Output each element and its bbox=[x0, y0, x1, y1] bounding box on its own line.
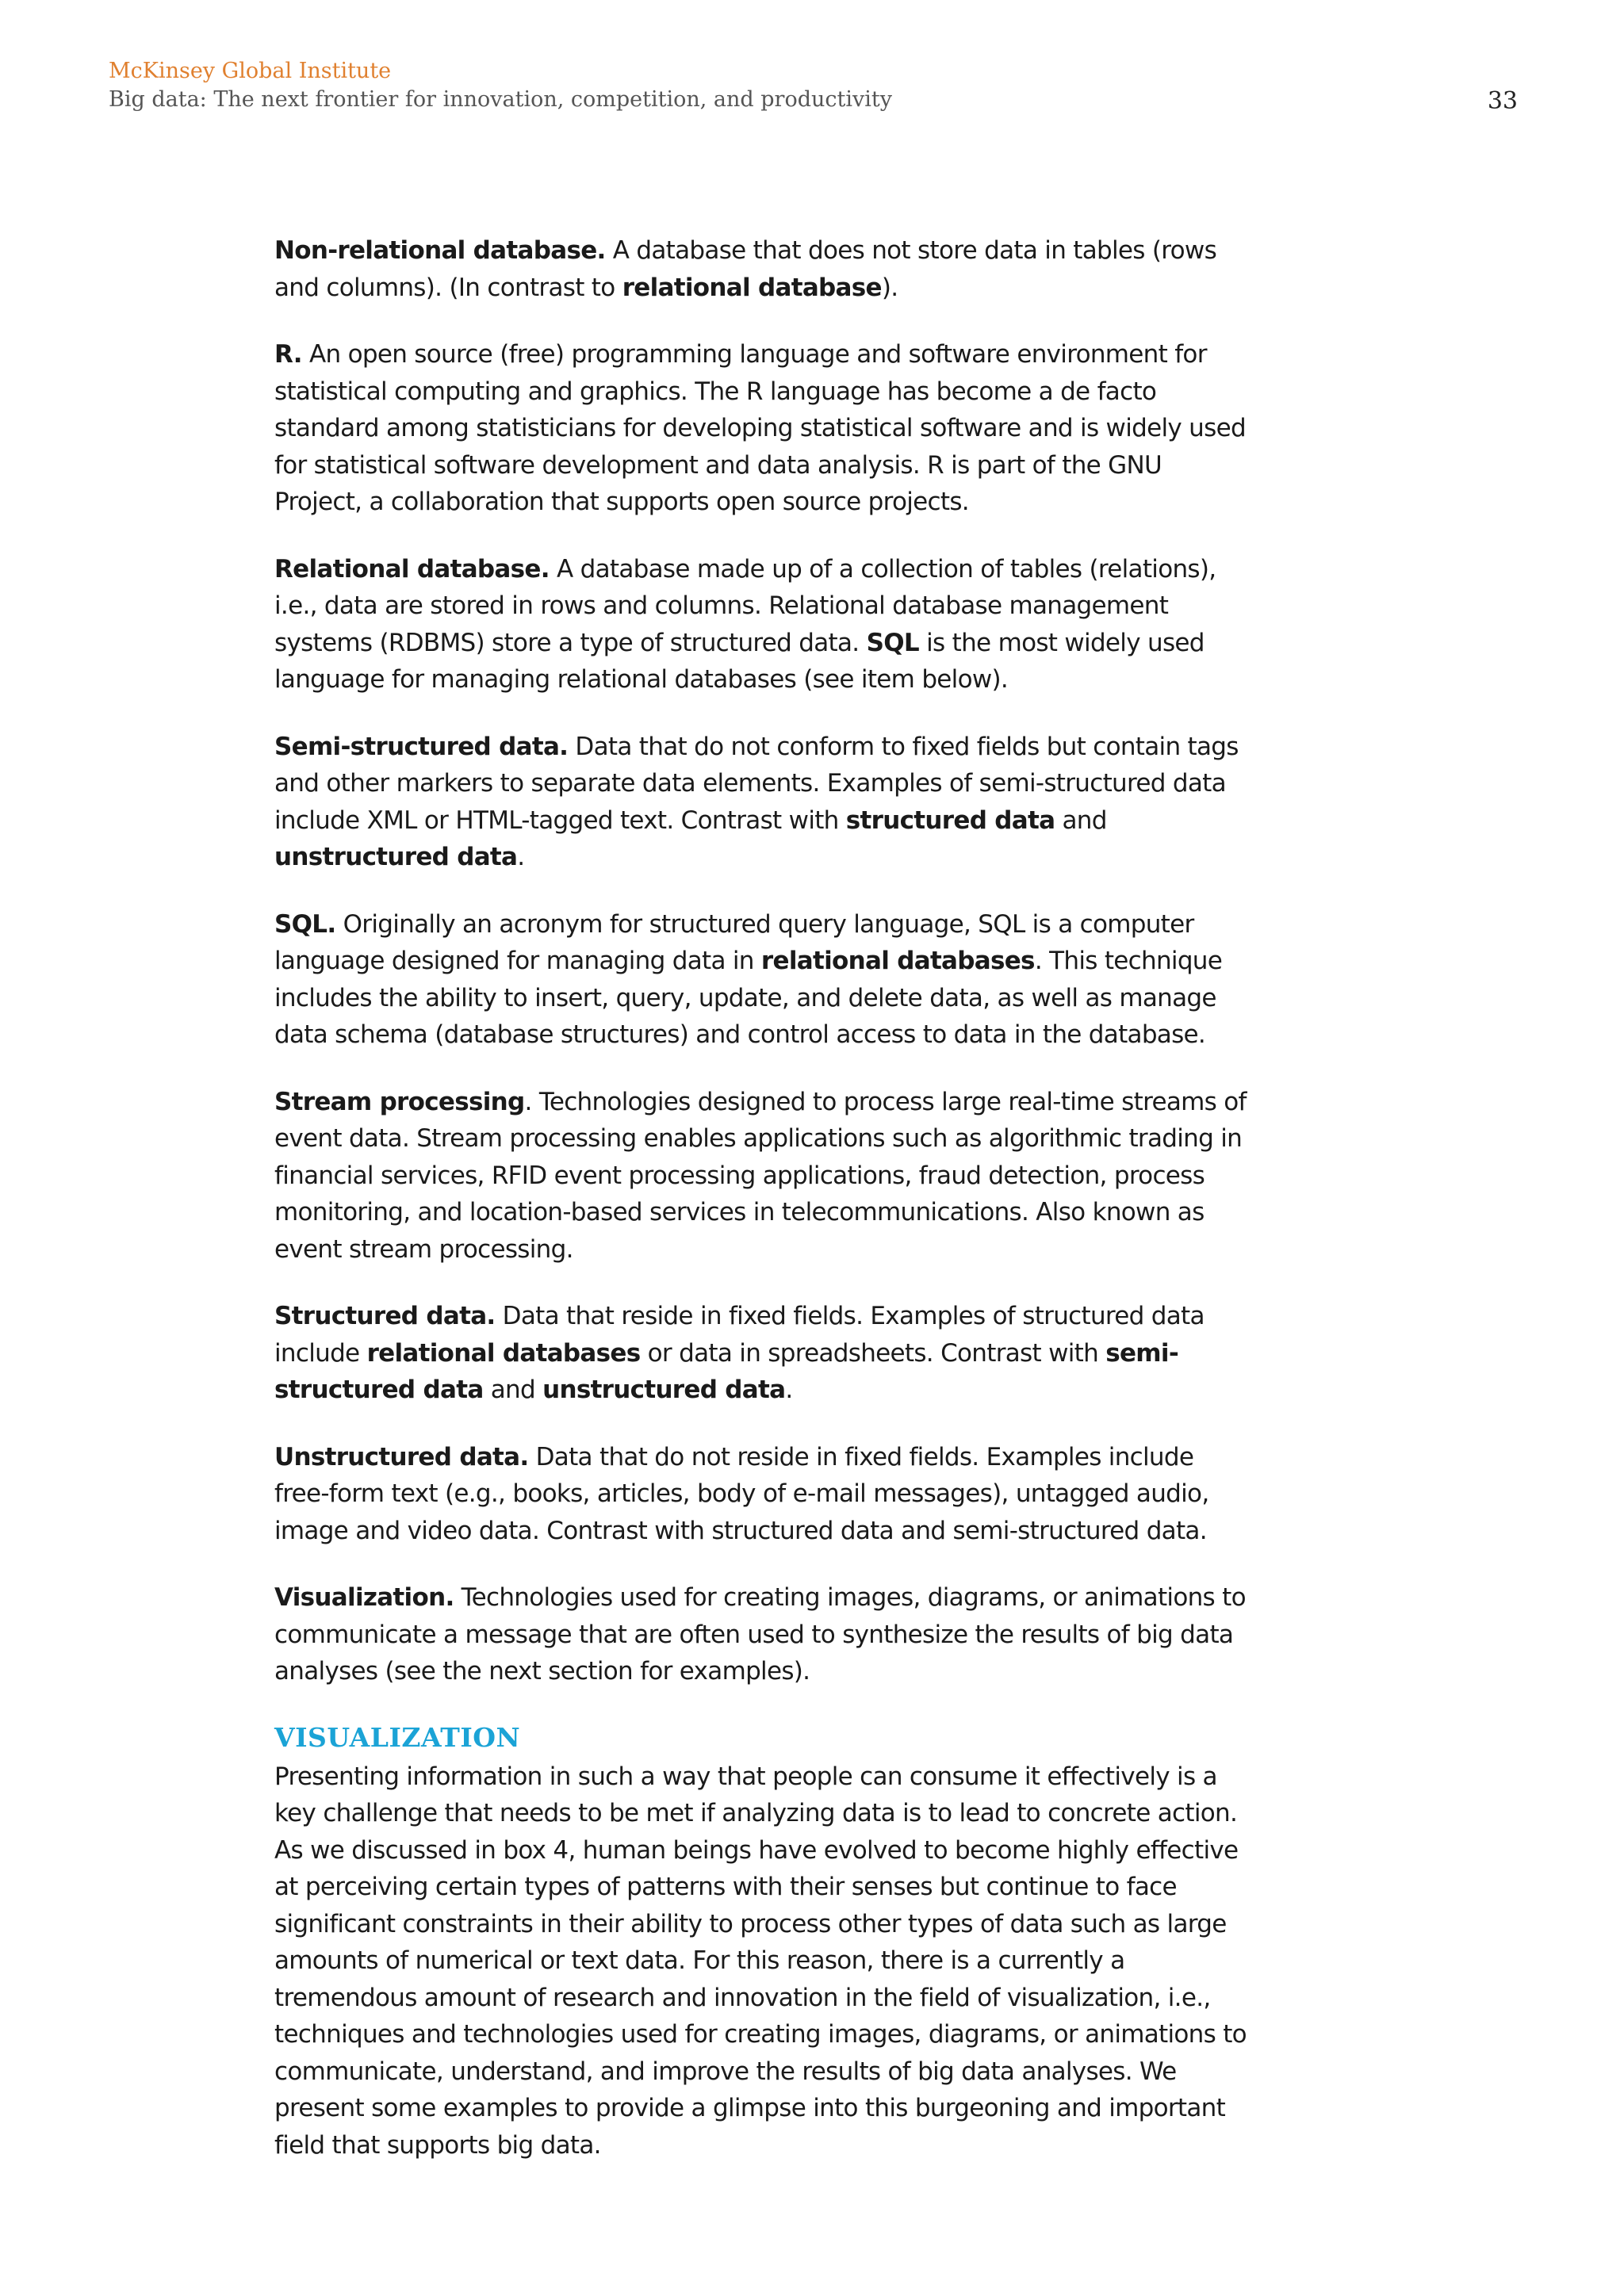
section-heading: VISUALIZATION bbox=[274, 1721, 521, 1753]
glossary-term: Unstructured data. bbox=[274, 1442, 529, 1471]
glossary-entry-structured-data bbox=[274, 1298, 1250, 1409]
cross-reference: unstructured data bbox=[274, 843, 518, 871]
cross-reference: relational database bbox=[622, 273, 882, 302]
definition-text: A database made up of a collection of tables (relations), i.e., data are stored in rows and columns. Relational database management systems (RDBMS) store a type of structured data. bbox=[274, 554, 1216, 657]
glossary-term: Stream processing bbox=[274, 1087, 525, 1116]
definition-text: Data that reside in fixed fields. Examples of structured data include bbox=[274, 1302, 1205, 1368]
glossary-term: Semi-structured data. bbox=[274, 732, 569, 761]
glossary-entry-stream-processing bbox=[274, 1084, 1250, 1269]
definition-text: Data that do not reside in fixed fields. Examples include free-form text (e.g., books, articles, body of e-mail messages), untagged audio, image and video data. Contrast with structured data and semi-structured data. bbox=[274, 1442, 1209, 1545]
cross-reference: semi-structured data bbox=[274, 1338, 1179, 1404]
definition-text: . Technologies designed to process large real-time streams of event data. Stream processing enables applications such as algorithmic trading in financial services, RFID event processing applications, fraud detection, process monitoring, and location-based services in telecommunications. Also known as event stream processing. bbox=[274, 1087, 1247, 1264]
report-title: Big data: The next frontier for innovation, competition, and productivity bbox=[109, 87, 892, 112]
glossary-entry-unstructured-data bbox=[274, 1439, 1250, 1550]
glossary-entry-non-relational-database bbox=[274, 232, 1250, 306]
definition-text: . bbox=[517, 843, 525, 871]
glossary-term: SQL. bbox=[274, 909, 336, 939]
definition-text: is the most widely used language for managing relational databases (see item below). bbox=[274, 628, 1205, 694]
definition-text: A database that does not store data in tables (rows and columns). (In contrast to bbox=[274, 236, 1217, 302]
definition-text: Originally an acronym for structured query language, SQL is a computer language designed for managing data in bbox=[274, 909, 1194, 975]
cross-reference: structured data bbox=[845, 806, 1055, 835]
definition-text: . This technique includes the ability to insert, query, update, and delete data, as well as manage data schema (database structures) and control access to data in the database. bbox=[274, 947, 1223, 1049]
glossary-term: R. bbox=[274, 340, 302, 369]
glossary-term: Relational database. bbox=[274, 554, 550, 584]
definition-text: . bbox=[785, 1376, 793, 1404]
glossary-entry-visualization bbox=[274, 1579, 1250, 1690]
definition-text: and bbox=[1055, 806, 1107, 835]
glossary-term: Non-relational database. bbox=[274, 236, 606, 265]
glossary-entry-semi-structured-data bbox=[274, 729, 1250, 876]
definition-text: and bbox=[483, 1376, 543, 1404]
publisher-name: McKinsey Global Institute bbox=[109, 59, 392, 83]
definition-text: or data in spreadsheets. Contrast with bbox=[640, 1338, 1106, 1368]
glossary-term: Visualization. bbox=[274, 1583, 454, 1612]
glossary-entry-r bbox=[274, 336, 1250, 521]
glossary-term: Structured data. bbox=[274, 1302, 496, 1330]
running-header bbox=[109, 57, 892, 114]
page-number: 33 bbox=[1487, 87, 1518, 115]
definition-text: ). bbox=[881, 273, 898, 302]
cross-reference: relational databases bbox=[760, 947, 1035, 975]
cross-reference: SQL bbox=[866, 628, 919, 657]
section-body-paragraph: Presenting information in such a way that people can consume it effectively is a key challenge that needs to be met if analyzing data is to lead to concrete action. As we discussed in box 4, human beings have evolved to become highly effective at perceiving certain types of patterns with their senses but continue to face significant constraints in their ability to process other types of data such as large amounts of numerical or text data. For this reason, there is a currently a tremendous amount of research and innovation in the field of visualization, i.e., techniques and technologies used for creating images, diagrams, or animations to communicate, understand, and improve the results of big data analyses. We present some examples to provide a glimpse into this burgeoning and important field that supports big data. bbox=[274, 1762, 1247, 2160]
definition-text: Technologies used for creating images, diagrams, or animations to communicate a message that are often used to synthesize the results of big data analyses (see the next section for examples). bbox=[274, 1583, 1246, 1686]
definition-text: Data that do not conform to fixed fields but contain tags and other markers to separate data elements. Examples of semi-structured data include XML or HTML-tagged text. Contrast with bbox=[274, 732, 1239, 835]
glossary-content bbox=[274, 232, 1250, 2164]
definition-text: An open source (free) programming language and software environment for statistical computing and graphics. The R language has become a de facto standard among statisticians for developing statistical software and is widely used for statistical software development and data analysis. R is part of the GNU Project, a collaboration that supports open source projects. bbox=[274, 340, 1246, 516]
glossary-entry-sql bbox=[274, 906, 1250, 1054]
cross-reference: relational databases bbox=[366, 1338, 641, 1368]
cross-reference: unstructured data bbox=[542, 1376, 786, 1404]
glossary-entry-relational-database bbox=[274, 551, 1250, 698]
